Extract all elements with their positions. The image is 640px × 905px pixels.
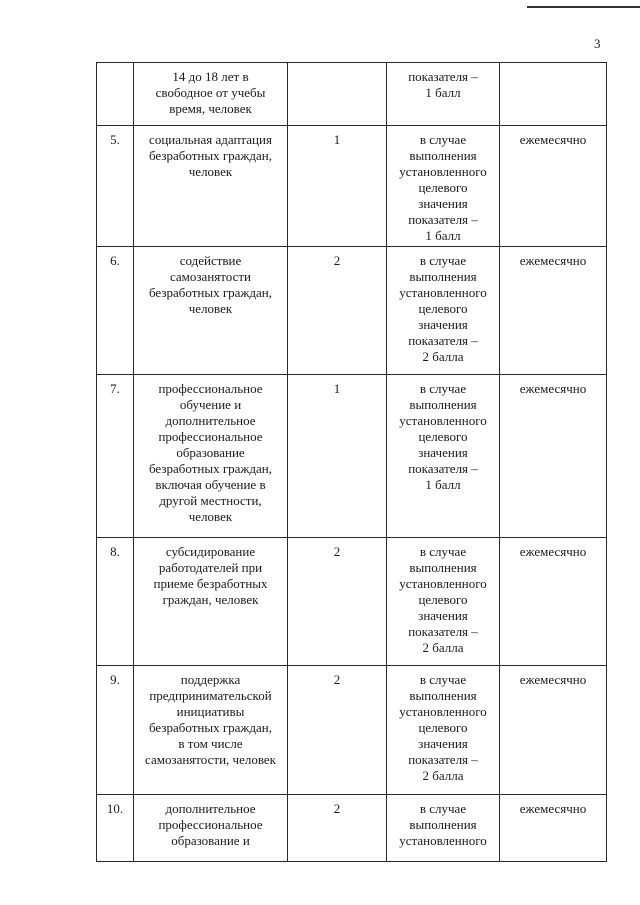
criterion-line: в случае: [419, 672, 467, 687]
criterion-line: выполнения: [409, 397, 477, 412]
periodicity-cell: [500, 63, 607, 126]
indicator-name-line: обучение и: [179, 397, 242, 412]
indicator-name-line: безработных граждан,: [148, 461, 273, 476]
criterion-line: установленного: [399, 164, 487, 179]
criterion-cell: [387, 666, 500, 795]
indicator-name-line: дополнительное: [165, 801, 256, 816]
indicator-name-line: образование и: [171, 833, 250, 848]
indicator-name-line: безработных граждан,: [148, 720, 273, 735]
indicator-name-cell: [134, 538, 288, 666]
indicator-name-cell: [134, 375, 288, 538]
indicator-name-line: образование: [176, 445, 245, 460]
criterion-line: в случае: [419, 381, 467, 396]
criterion-cell: [387, 795, 500, 862]
criterion-line: значения: [418, 317, 468, 332]
indicator-name-line: человек: [188, 509, 233, 524]
page-number: 3: [594, 36, 601, 51]
criterion-cell: [387, 126, 500, 247]
criterion-line: показателя –: [408, 212, 478, 227]
criterion-line: 1 балл: [425, 85, 461, 100]
criterion-line: показателя –: [408, 69, 478, 84]
indicator-name-line: социальная адаптация: [149, 132, 272, 147]
criterion-line: выполнения: [409, 817, 477, 832]
table-row: [97, 795, 607, 862]
criterion-line: выполнения: [409, 148, 477, 163]
indicator-name-line: профессиональное: [158, 817, 263, 832]
row-number-cell: 8.: [97, 538, 134, 666]
table-row: [97, 126, 607, 247]
row-number-cell: [97, 63, 134, 126]
indicator-name-line: в том числе: [178, 736, 243, 751]
criterion-line: 2 балла: [422, 349, 464, 364]
indicator-name-line: инициативы: [176, 704, 245, 719]
criterion-line: показателя –: [408, 461, 478, 476]
indicator-name-line: граждан, человек: [162, 592, 259, 607]
periodicity-cell: ежемесячно: [500, 795, 607, 862]
criterion-line: выполнения: [409, 688, 477, 703]
criterion-line: в случае: [419, 544, 467, 559]
criterion-line: значения: [418, 445, 468, 460]
criterion-line: показателя –: [408, 752, 478, 767]
periodicity-cell: ежемесячно: [500, 247, 607, 375]
indicator-name-line: субсидирование: [165, 544, 256, 559]
indicator-name-line: самозанятости, человек: [145, 752, 276, 767]
score-value-cell: 2: [288, 666, 387, 795]
criterion-cell: [387, 375, 500, 538]
criterion-cell: [387, 63, 500, 126]
score-value-cell: 1: [288, 126, 387, 247]
indicator-name-line: работодателей при: [158, 560, 263, 575]
criterion-line: 1 балл: [425, 228, 461, 243]
criterion-line: целевого: [418, 720, 468, 735]
score-value-cell: 2: [288, 247, 387, 375]
indicator-name-line: профессиональное: [158, 381, 263, 396]
criterion-line: показателя –: [408, 333, 478, 348]
top-rule: [527, 6, 640, 8]
criterion-cell: [387, 247, 500, 375]
score-value-cell: 2: [288, 538, 387, 666]
indicator-name-line: включая обучение в: [155, 477, 266, 492]
criterion-line: 2 балла: [422, 640, 464, 655]
row-number-cell: 9.: [97, 666, 134, 795]
indicator-name-line: свободное от учебы: [155, 85, 266, 100]
table-row: [97, 666, 607, 795]
indicator-name-cell: [134, 63, 288, 126]
criterion-line: установленного: [399, 704, 487, 719]
criterion-line: целевого: [418, 301, 468, 316]
indicator-name-line: безработных граждан,: [148, 285, 273, 300]
table-row: [97, 538, 607, 666]
score-value-cell: 1: [288, 375, 387, 538]
indicator-name-line: дополнительное: [165, 413, 256, 428]
criterion-line: установленного: [399, 833, 487, 848]
indicator-name-line: человек: [188, 164, 233, 179]
indicator-name-line: поддержка: [180, 672, 241, 687]
indicators-table-body: [97, 63, 607, 862]
criterion-line: установленного: [399, 576, 487, 591]
indicator-name-line: человек: [188, 301, 233, 316]
periodicity-cell: ежемесячно: [500, 126, 607, 247]
criterion-line: целевого: [418, 180, 468, 195]
criterion-line: выполнения: [409, 560, 477, 575]
indicator-name-cell: [134, 666, 288, 795]
indicator-name-line: время, человек: [169, 101, 252, 116]
periodicity-cell: ежемесячно: [500, 375, 607, 538]
criterion-line: значения: [418, 736, 468, 751]
criterion-line: установленного: [399, 285, 487, 300]
row-number-cell: 10.: [97, 795, 134, 862]
criterion-cell: [387, 538, 500, 666]
indicators-table: [96, 62, 607, 862]
criterion-line: 1 балл: [425, 477, 461, 492]
criterion-line: значения: [418, 608, 468, 623]
criterion-line: целевого: [418, 429, 468, 444]
indicator-name-cell: [134, 247, 288, 375]
criterion-line: в случае: [419, 253, 467, 268]
indicator-name-line: 14 до 18 лет в: [172, 69, 249, 84]
periodicity-cell: ежемесячно: [500, 666, 607, 795]
indicator-name-line: безработных граждан,: [148, 148, 273, 163]
indicator-name-line: содействие: [179, 253, 242, 268]
indicator-name-line: самозанятости: [169, 269, 251, 284]
table-row: [97, 375, 607, 538]
criterion-line: в случае: [419, 132, 467, 147]
criterion-line: 2 балла: [422, 768, 464, 783]
indicator-name-cell: [134, 795, 288, 862]
row-number-cell: 5.: [97, 126, 134, 247]
indicator-name-cell: [134, 126, 288, 247]
criterion-line: показателя –: [408, 624, 478, 639]
indicator-name-line: другой местности,: [159, 493, 262, 508]
criterion-line: значения: [418, 196, 468, 211]
score-value-cell: [288, 63, 387, 126]
criterion-line: целевого: [418, 592, 468, 607]
periodicity-cell: ежемесячно: [500, 538, 607, 666]
row-number-cell: 7.: [97, 375, 134, 538]
criterion-line: выполнения: [409, 269, 477, 284]
indicator-name-line: предпринимательской: [149, 688, 272, 703]
criterion-line: в случае: [419, 801, 467, 816]
indicator-name-line: приеме безработных: [153, 576, 268, 591]
table-row: [97, 247, 607, 375]
criterion-line: установленного: [399, 413, 487, 428]
score-value-cell: 2: [288, 795, 387, 862]
indicator-name-line: профессиональное: [158, 429, 263, 444]
table-row: [97, 63, 607, 126]
row-number-cell: 6.: [97, 247, 134, 375]
